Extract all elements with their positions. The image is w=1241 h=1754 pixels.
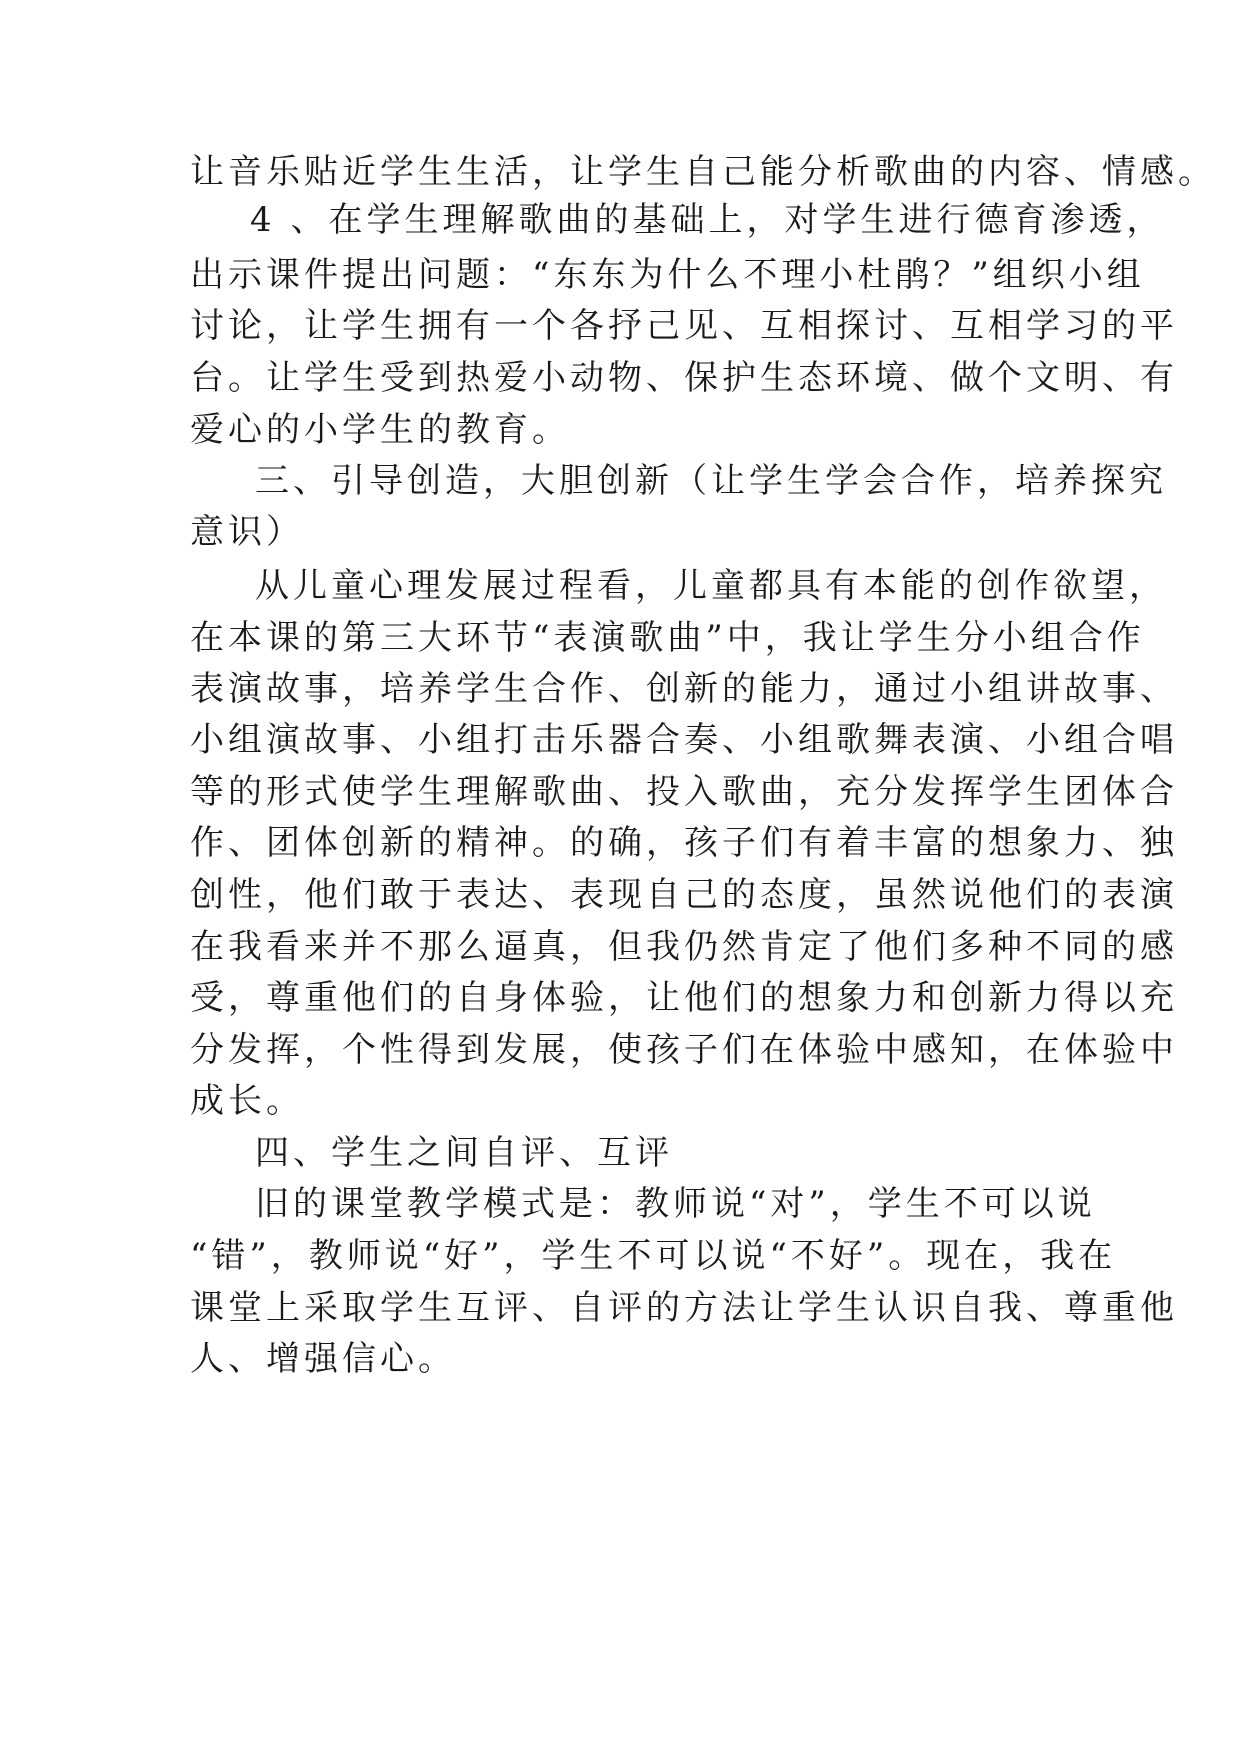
text-line: 意识）	[190, 512, 304, 552]
text-line: 出示课件提出问题：“东东为什么不理小杜鹃？”组织小组	[190, 255, 1145, 295]
text-line: 成长。	[190, 1081, 304, 1121]
text-line: 从儿童心理发展过程看，儿童都具有本能的创作欲望，	[255, 566, 1167, 606]
section-heading: 三、引导创造，大胆创新（让学生学会合作，培养探究	[255, 461, 1167, 501]
text-line: 表演故事，培养学生合作、创新的能力，通过小组讲故事、	[190, 669, 1178, 709]
text-line: 课堂上采取学生互评、自评的方法让学生认识自我、尊重他	[190, 1288, 1178, 1328]
section-heading: 四、学生之间自评、互评	[255, 1133, 673, 1173]
text-line: 旧的课堂教学模式是：教师说“对”，学生不可以说	[255, 1184, 1096, 1224]
text-line: 创性，他们敢于表达、表现自己的态度，虽然说他们的表演	[190, 875, 1178, 915]
text-line: 受，尊重他们的自身体验，让他们的想象力和创新力得以充	[190, 978, 1178, 1018]
text-line: 在我看来并不那么逼真，但我仍然肯定了他们多种不同的感	[190, 927, 1178, 967]
text-line: 人、增强信心。	[190, 1339, 456, 1379]
text-line: 等的形式使学生理解歌曲、投入歌曲，充分发挥学生团体合	[190, 772, 1178, 812]
text-line: 在本课的第三大环节“表演歌曲”中，我让学生分小组合作	[190, 618, 1145, 658]
text-line: 4 、在学生理解歌曲的基础上，对学生进行德育渗透，	[250, 200, 1165, 240]
text-line: 分发挥，个性得到发展，使孩子们在体验中感知，在体验中	[190, 1030, 1178, 1070]
text-line: 作、团体创新的精神。的确，孩子们有着丰富的想象力、独	[190, 823, 1178, 863]
text-line: 台。让学生受到热爱小动物、保护生态环境、做个文明、有	[190, 358, 1178, 398]
text-line: 让音乐贴近学生生活，让学生自己能分析歌曲的内容、情感。	[190, 152, 1216, 192]
text-line: “错”，教师说“好”，学生不可以说“不好”。现在，我在	[190, 1236, 1117, 1276]
text-line: 小组演故事、小组打击乐器合奏、小组歌舞表演、小组合唱	[190, 720, 1178, 760]
text-line: 爱心的小学生的教育。	[190, 410, 570, 450]
text-line: 讨论，让学生拥有一个各抒己见、互相探讨、互相学习的平	[190, 306, 1178, 346]
